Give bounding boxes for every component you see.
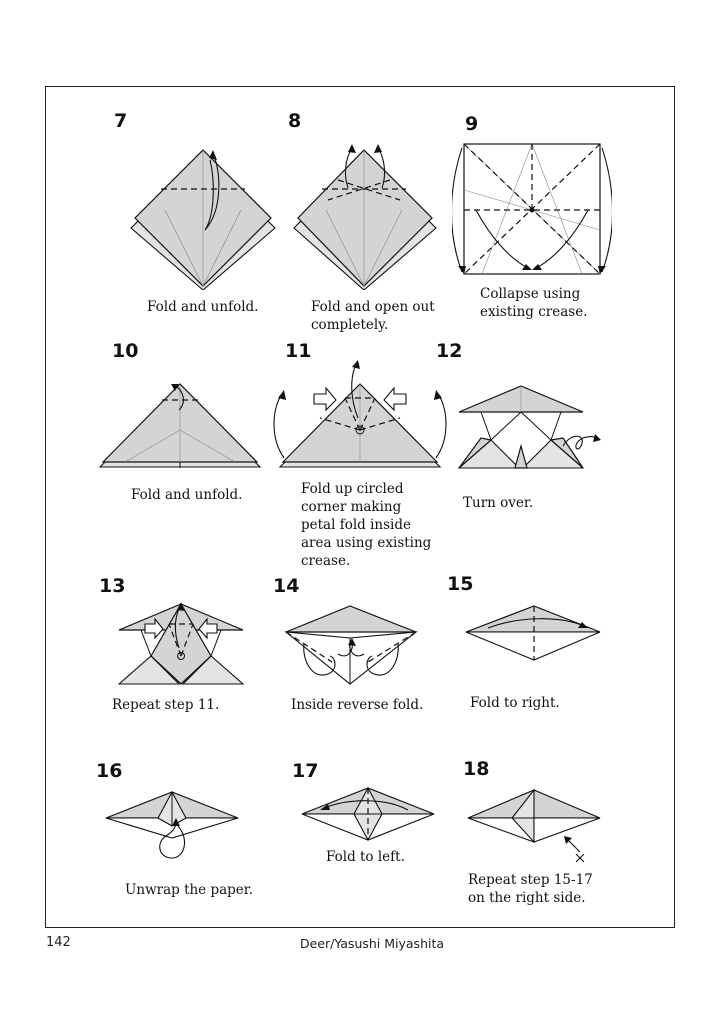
step-15-diagram — [460, 600, 605, 670]
step-9-caption: Collapse using existing crease. — [480, 286, 588, 320]
step-11-caption: Fold up circled corner making petal fold inside area using existing crease. — [301, 481, 432, 569]
step-16-number: 16 — [96, 760, 123, 782]
step-13-caption: Repeat step 11. — [112, 697, 220, 713]
step-17-number: 17 — [292, 760, 319, 782]
step-11-diagram — [270, 358, 450, 473]
step-12-number: 12 — [436, 340, 463, 362]
step-11-number: 11 — [285, 340, 312, 362]
step-7-caption: Fold and unfold. — [147, 299, 259, 315]
step-16-caption: Unwrap the paper. — [125, 882, 254, 898]
step-10-diagram — [95, 380, 265, 475]
step-8-diagram — [290, 140, 445, 290]
step-16-diagram — [100, 782, 245, 862]
step-7-number: 7 — [114, 110, 128, 132]
step-9-diagram — [452, 140, 612, 280]
step-17-diagram — [296, 782, 441, 847]
step-15-number: 15 — [447, 573, 474, 595]
step-18-caption: Repeat step 15-17 on the right side. — [468, 872, 593, 906]
step-8-caption: Fold and open out completely. — [311, 299, 435, 333]
step-13-number: 13 — [99, 575, 126, 597]
step-14-diagram — [282, 600, 422, 690]
step-10-number: 10 — [112, 340, 139, 362]
step-13-diagram — [115, 600, 250, 690]
step-7-diagram — [125, 140, 280, 290]
step-10-caption: Fold and unfold. — [131, 487, 243, 503]
step-18-number: 18 — [463, 758, 490, 780]
step-14-caption: Inside reverse fold. — [291, 697, 424, 713]
step-18-diagram — [462, 782, 607, 867]
step-9-number: 9 — [465, 113, 479, 135]
step-14-number: 14 — [273, 575, 300, 597]
page-number: 142 — [46, 935, 71, 950]
step-12-diagram — [455, 382, 605, 472]
step-12-caption: Turn over. — [463, 495, 534, 511]
step-8-number: 8 — [288, 110, 302, 132]
step-15-caption: Fold to right. — [470, 695, 560, 711]
step-17-caption: Fold to left. — [326, 849, 405, 865]
footer-credit: Deer/Yasushi Miyashita — [300, 936, 445, 951]
